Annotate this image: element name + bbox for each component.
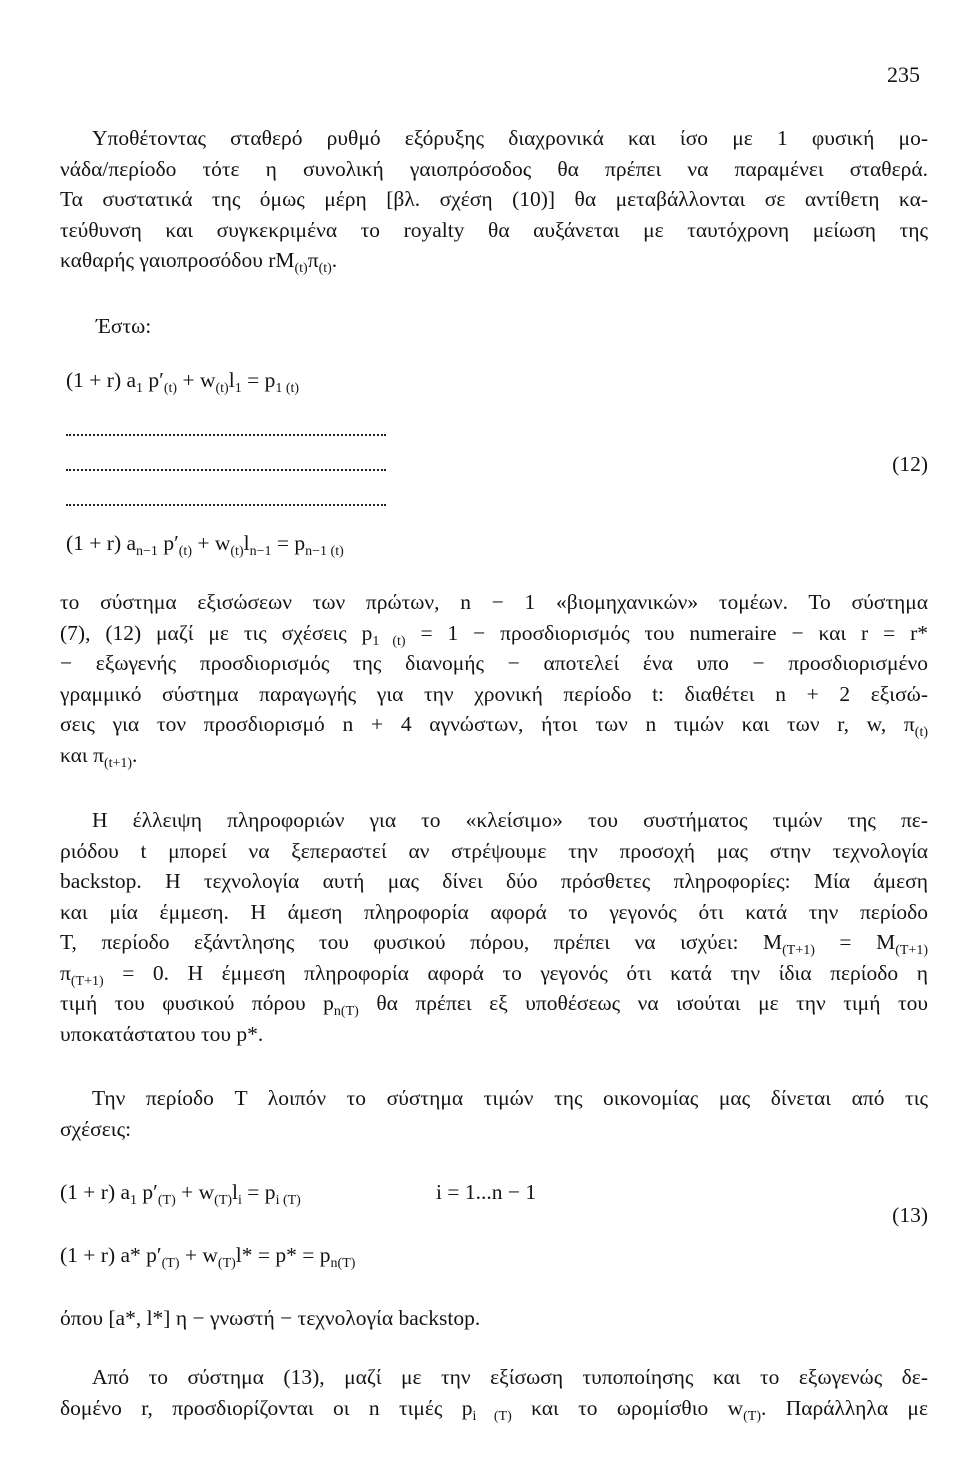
equation-13-index-range: i = 1...n − 1 bbox=[436, 1180, 537, 1204]
text-line: Υποθέτοντας σταθερό ρυθμό εξόρυξης διαχρονικά και ίσο με 1 φυσική μο- bbox=[92, 126, 928, 150]
paragraph-1 bbox=[60, 123, 928, 276]
equation-12-last: (1 + r) $a_{n-1}$ $p'_{(t)} + w_{(t)}l_{n-1} = p_{n-1 (t)}$ bbox=[66, 531, 344, 559]
text-line: T, περίοδο εξάντλησης του φυσικού πόρου, πρέπει να ισχύει: $M_{(T+1)} = M_{(T+1)}$ bbox=[60, 930, 928, 958]
text-line: σεις για τον προσδιορισμό n + 4 αγνώστων, ήτοι των n τιμών και των r, w, $\pi_{(t)}$ bbox=[60, 712, 928, 740]
text-line: καθαρής γαιοπροσόδου $rM_{(t)}\pi_{(t)}$. bbox=[60, 248, 338, 276]
text-line: $\pi_{(T+1)} = 0$. Η έμμεση πληροφορία αφορά το γεγονός ότι κατά την ίδια περίοδο η bbox=[60, 960, 928, 988]
text-line: ριόδου t μπορεί να ξεπεραστεί αν στρέψουμε την προσοχή μας στην τεχνολογία bbox=[60, 838, 928, 863]
text-line: υποκατάστατου του p*. bbox=[60, 1021, 264, 1046]
equation-13-first: (1 + r) $a_1$ $p'_{(T)} + w_{(T)}l_i = p_{i (T)}$ bbox=[60, 1180, 301, 1208]
text-line: τιμή του φυσικού πόρου $p_{n(T)}$ θα πρέπει εξ υποθέσεως να ισούται με την τιμή του bbox=[60, 991, 928, 1019]
equation-number-13: (13) bbox=[892, 1203, 928, 1227]
text-line: σχέσεις: bbox=[60, 1116, 132, 1141]
text-line: το σύστημα εξισώσεων των πρώτων, n − 1 «βιομηχανικών» τομέων. Το σύστημα bbox=[60, 590, 928, 614]
equation-12-first: (1 + r) $a_1$ $p'_{(t)} + w_{(t)}l_1 = p_{1 (t)}$ bbox=[66, 368, 300, 396]
page-number: 235 bbox=[887, 62, 920, 87]
dotted-line bbox=[66, 430, 386, 436]
text-line: Την περίοδο T λοιπόν το σύστημα τιμών της οικονομίας μας δίνεται από τις bbox=[92, 1086, 928, 1110]
equation-number-12: (12) bbox=[892, 452, 928, 476]
esto-label: Έστω: bbox=[96, 314, 152, 338]
text-line: Από το σύστημα (13), μαζί με την εξίσωση τυποποίησης και το εξωγενώς δε- bbox=[92, 1365, 928, 1389]
text-line: Η έλλειψη πληροφοριών για το «κλείσιμο» του συστήματος τιμών της πε- bbox=[92, 808, 928, 832]
dotted-line bbox=[66, 500, 386, 506]
dotted-line bbox=[66, 465, 386, 471]
paragraph-5 bbox=[60, 1303, 928, 1334]
paragraph-2 bbox=[60, 587, 928, 770]
text-line: και μία έμμεση. Η άμεση πληροφορία αφορά το γεγονός ότι κατά την περίοδο bbox=[60, 899, 928, 924]
text-line: όπου [a*, l*] η − γνωστή − τεχνολογία backstop. bbox=[60, 1306, 481, 1330]
text-line: (7), (12) μαζί με τις σχέσεις $p_{1 (t)} = 1 - \pi\rho o\sigma\delta\iota o\rho\iota\sigma\mu ό\varsigma$ του numeraire − και r = r* bbox=[60, 620, 928, 648]
text-line: και $\pi_{(t+1)}$. bbox=[60, 742, 138, 770]
text-line: backstop. Η τεχνολογία αυτή μας δίνει δύο πρόσθετες πληροφορίες: Μία άμεση bbox=[60, 869, 928, 893]
equation-13-second: (1 + r) a* $p'_{(T)} + w_{(T)}l* = p* = p_{n(T)}$ bbox=[60, 1243, 356, 1271]
paragraph-3 bbox=[60, 805, 928, 1049]
text-line: τεύθυνση και συγκεκριμένα το royalty θα αυξάνεται με ταυτόχρονη μείωση της bbox=[60, 217, 928, 242]
text-line: − εξωγενής προσδιορισμός της διανομής − αποτελεί ένα υπο − προσδιορισμένο bbox=[60, 651, 928, 675]
text-line: δομένο r, προσδιορίζονται οι n τιμές $p_{i (T)}$ και το ωρομίσθιο $w_{(T)}$. Παράλληλα με bbox=[60, 1395, 928, 1423]
text-line: Τα συστατικά της όμως μέρη [βλ. σχέση (10)] θα μεταβάλλονται σε αντίθετη κα- bbox=[60, 187, 928, 211]
paragraph-6 bbox=[60, 1362, 928, 1423]
paragraph-4 bbox=[60, 1083, 928, 1144]
text-line: νάδα/περίοδο τότε η συνολική γαιοπρόσοδος θα πρέπει να παραμένει σταθερά. bbox=[60, 156, 928, 181]
text-line: γραμμικό σύστημα παραγωγής για την χρονική περίοδο t: διαθέτει n + 2 εξισώ- bbox=[60, 681, 928, 706]
